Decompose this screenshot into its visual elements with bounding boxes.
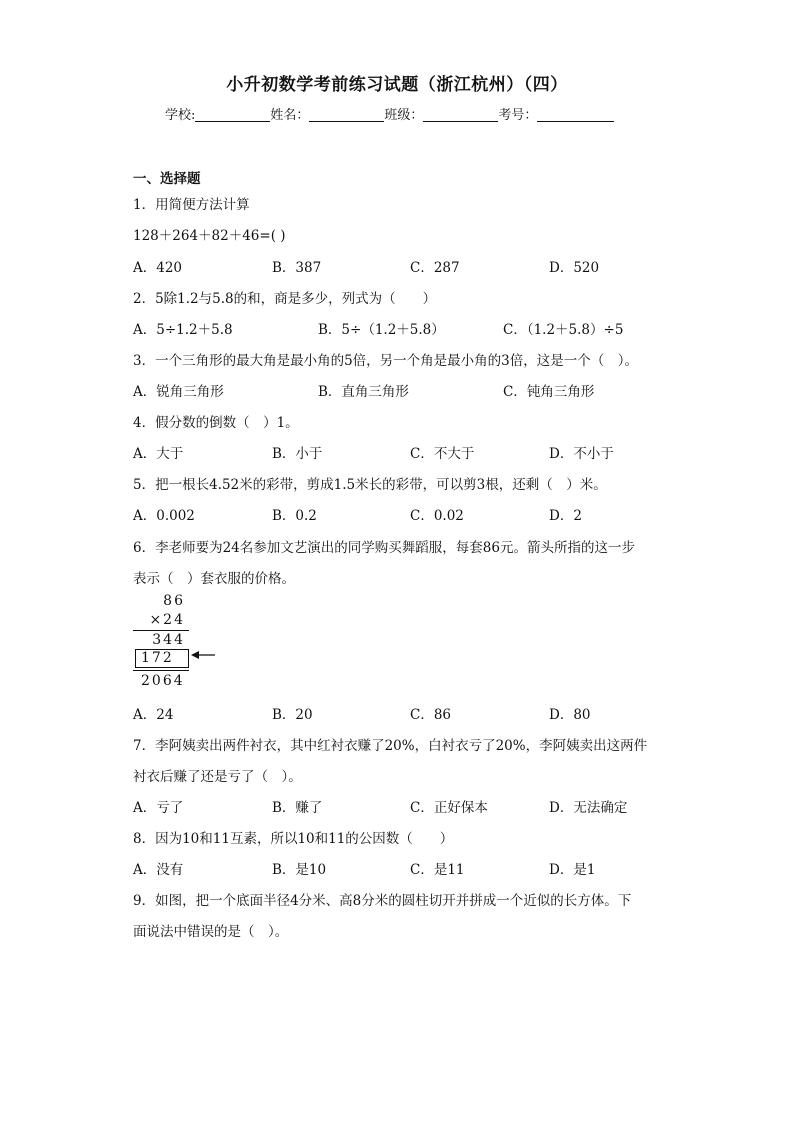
question-1-option-d[interactable]: D．520 [549,260,600,276]
question-5-option-d[interactable]: D．2 [549,508,582,524]
question-5-option-a[interactable]: A．0.002 [133,508,195,524]
question-1-option-a[interactable]: A．420 [133,260,183,276]
calc-row-partial-1: 344 [152,632,185,648]
school-label: 学校: [165,108,196,123]
class-label: 班级： [384,108,424,123]
question-3-stem: 3．一个三角形的最大角是最小角的5倍，另一个角是最小角的3倍，这是一个（ ）。 [133,353,639,369]
question-8-option-c[interactable]: C．是11 [410,862,465,878]
student-info-line [165,104,614,123]
question-5-option-c[interactable]: C．0.02 [410,508,464,524]
question-6-option-b[interactable]: B．20 [272,707,313,723]
question-7-stem-line-2: 衬衣后赚了还是亏了（ ）。 [133,769,302,785]
exam-no-label: 考号： [498,108,538,123]
question-6-option-a[interactable]: A．24 [133,707,174,723]
question-3-option-b[interactable]: B．直角三角形 [318,384,409,400]
question-9-stem-line-1: 9．如图，把一个底面半径4分米、高8分米的圆柱切开并拼成一个近似的长方体。下 [133,893,632,909]
exam-no-blank[interactable] [537,107,614,122]
left-arrow-icon [190,648,216,662]
question-9-stem-line-2: 面说法中错误的是（ ）。 [133,924,289,940]
calc-row-multiplicand: 86 [163,593,185,609]
question-7-stem-line-1: 7．李阿姨卖出两件衬衣，其中红衬衣赚了20%，白衬衣亏了20%，李阿姨卖出这两件 [133,738,648,754]
school-blank[interactable] [195,107,270,122]
question-3-option-a[interactable]: A．锐角三角形 [133,384,224,400]
question-6-stem-line-1: 6．李老师要为24名参加文艺演出的同学购买舞蹈服，每套86元。箭头所指的这一步 [133,540,635,556]
class-blank[interactable] [423,107,498,122]
calc-rule-1 [133,630,189,631]
question-1-stem: 1．用简便方法计算 [133,197,250,213]
question-7-option-c[interactable]: C．正好保本 [410,800,488,816]
question-5-stem: 5．把一根长4.52米的彩带，剪成1.5米长的彩带，可以剪3根，还剩（ ）米。 [133,477,607,493]
question-4-stem: 4．假分数的倒数（ ）1。 [133,415,299,431]
question-1-option-b[interactable]: B．387 [272,260,322,276]
question-4-option-a[interactable]: A．大于 [133,446,184,462]
question-4-option-d[interactable]: D．不小于 [549,446,614,462]
name-blank[interactable] [309,107,384,122]
question-7-option-d[interactable]: D．无法确定 [549,800,628,816]
vertical-multiplication [133,593,223,693]
question-2-stem: 2．5除1.2与5.8的和，商是多少，列式为（ ） [133,291,437,307]
question-6-stem-line-2: 表示（ ）套衣服的价格。 [133,571,295,587]
question-1-expression: 128＋264＋82＋46=( ) [133,228,286,244]
question-7-option-a[interactable]: A．亏了 [133,800,184,816]
question-2-option-c[interactable]: C．（1.2＋5.8）÷5 [503,322,624,338]
question-8-option-a[interactable]: A．没有 [133,862,184,878]
question-1-option-c[interactable]: C．287 [410,260,460,276]
page-title: 小升初数学考前练习试题（浙江杭州）（四） [226,75,568,95]
calc-row-partial-2: 172 [141,650,174,666]
calc-rule-2 [133,670,189,671]
question-6-option-c[interactable]: C．86 [410,707,452,723]
question-8-stem: 8．因为10和11互素，所以10和11的公因数（ ） [133,831,454,847]
question-8-option-d[interactable]: D．是1 [549,862,596,878]
question-8-option-b[interactable]: B．是10 [272,862,327,878]
question-6-option-d[interactable]: D．80 [549,707,591,723]
calc-row-multiplier: ×24 [149,612,185,628]
question-2-option-a[interactable]: A．5÷1.2＋5.8 [133,322,233,338]
section-title: 一、选择题 [133,171,201,187]
question-4-option-b[interactable]: B．小于 [272,446,323,462]
question-2-option-b[interactable]: B．5÷（1.2＋5.8） [318,322,445,338]
question-7-option-b[interactable]: B．赚了 [272,800,323,816]
calc-row-product: 2064 [141,673,185,689]
question-3-option-c[interactable]: C．钝角三角形 [503,384,595,400]
question-5-option-b[interactable]: B．0.2 [272,508,317,524]
name-label: 姓名： [270,108,310,123]
question-4-option-c[interactable]: C．不大于 [410,446,475,462]
